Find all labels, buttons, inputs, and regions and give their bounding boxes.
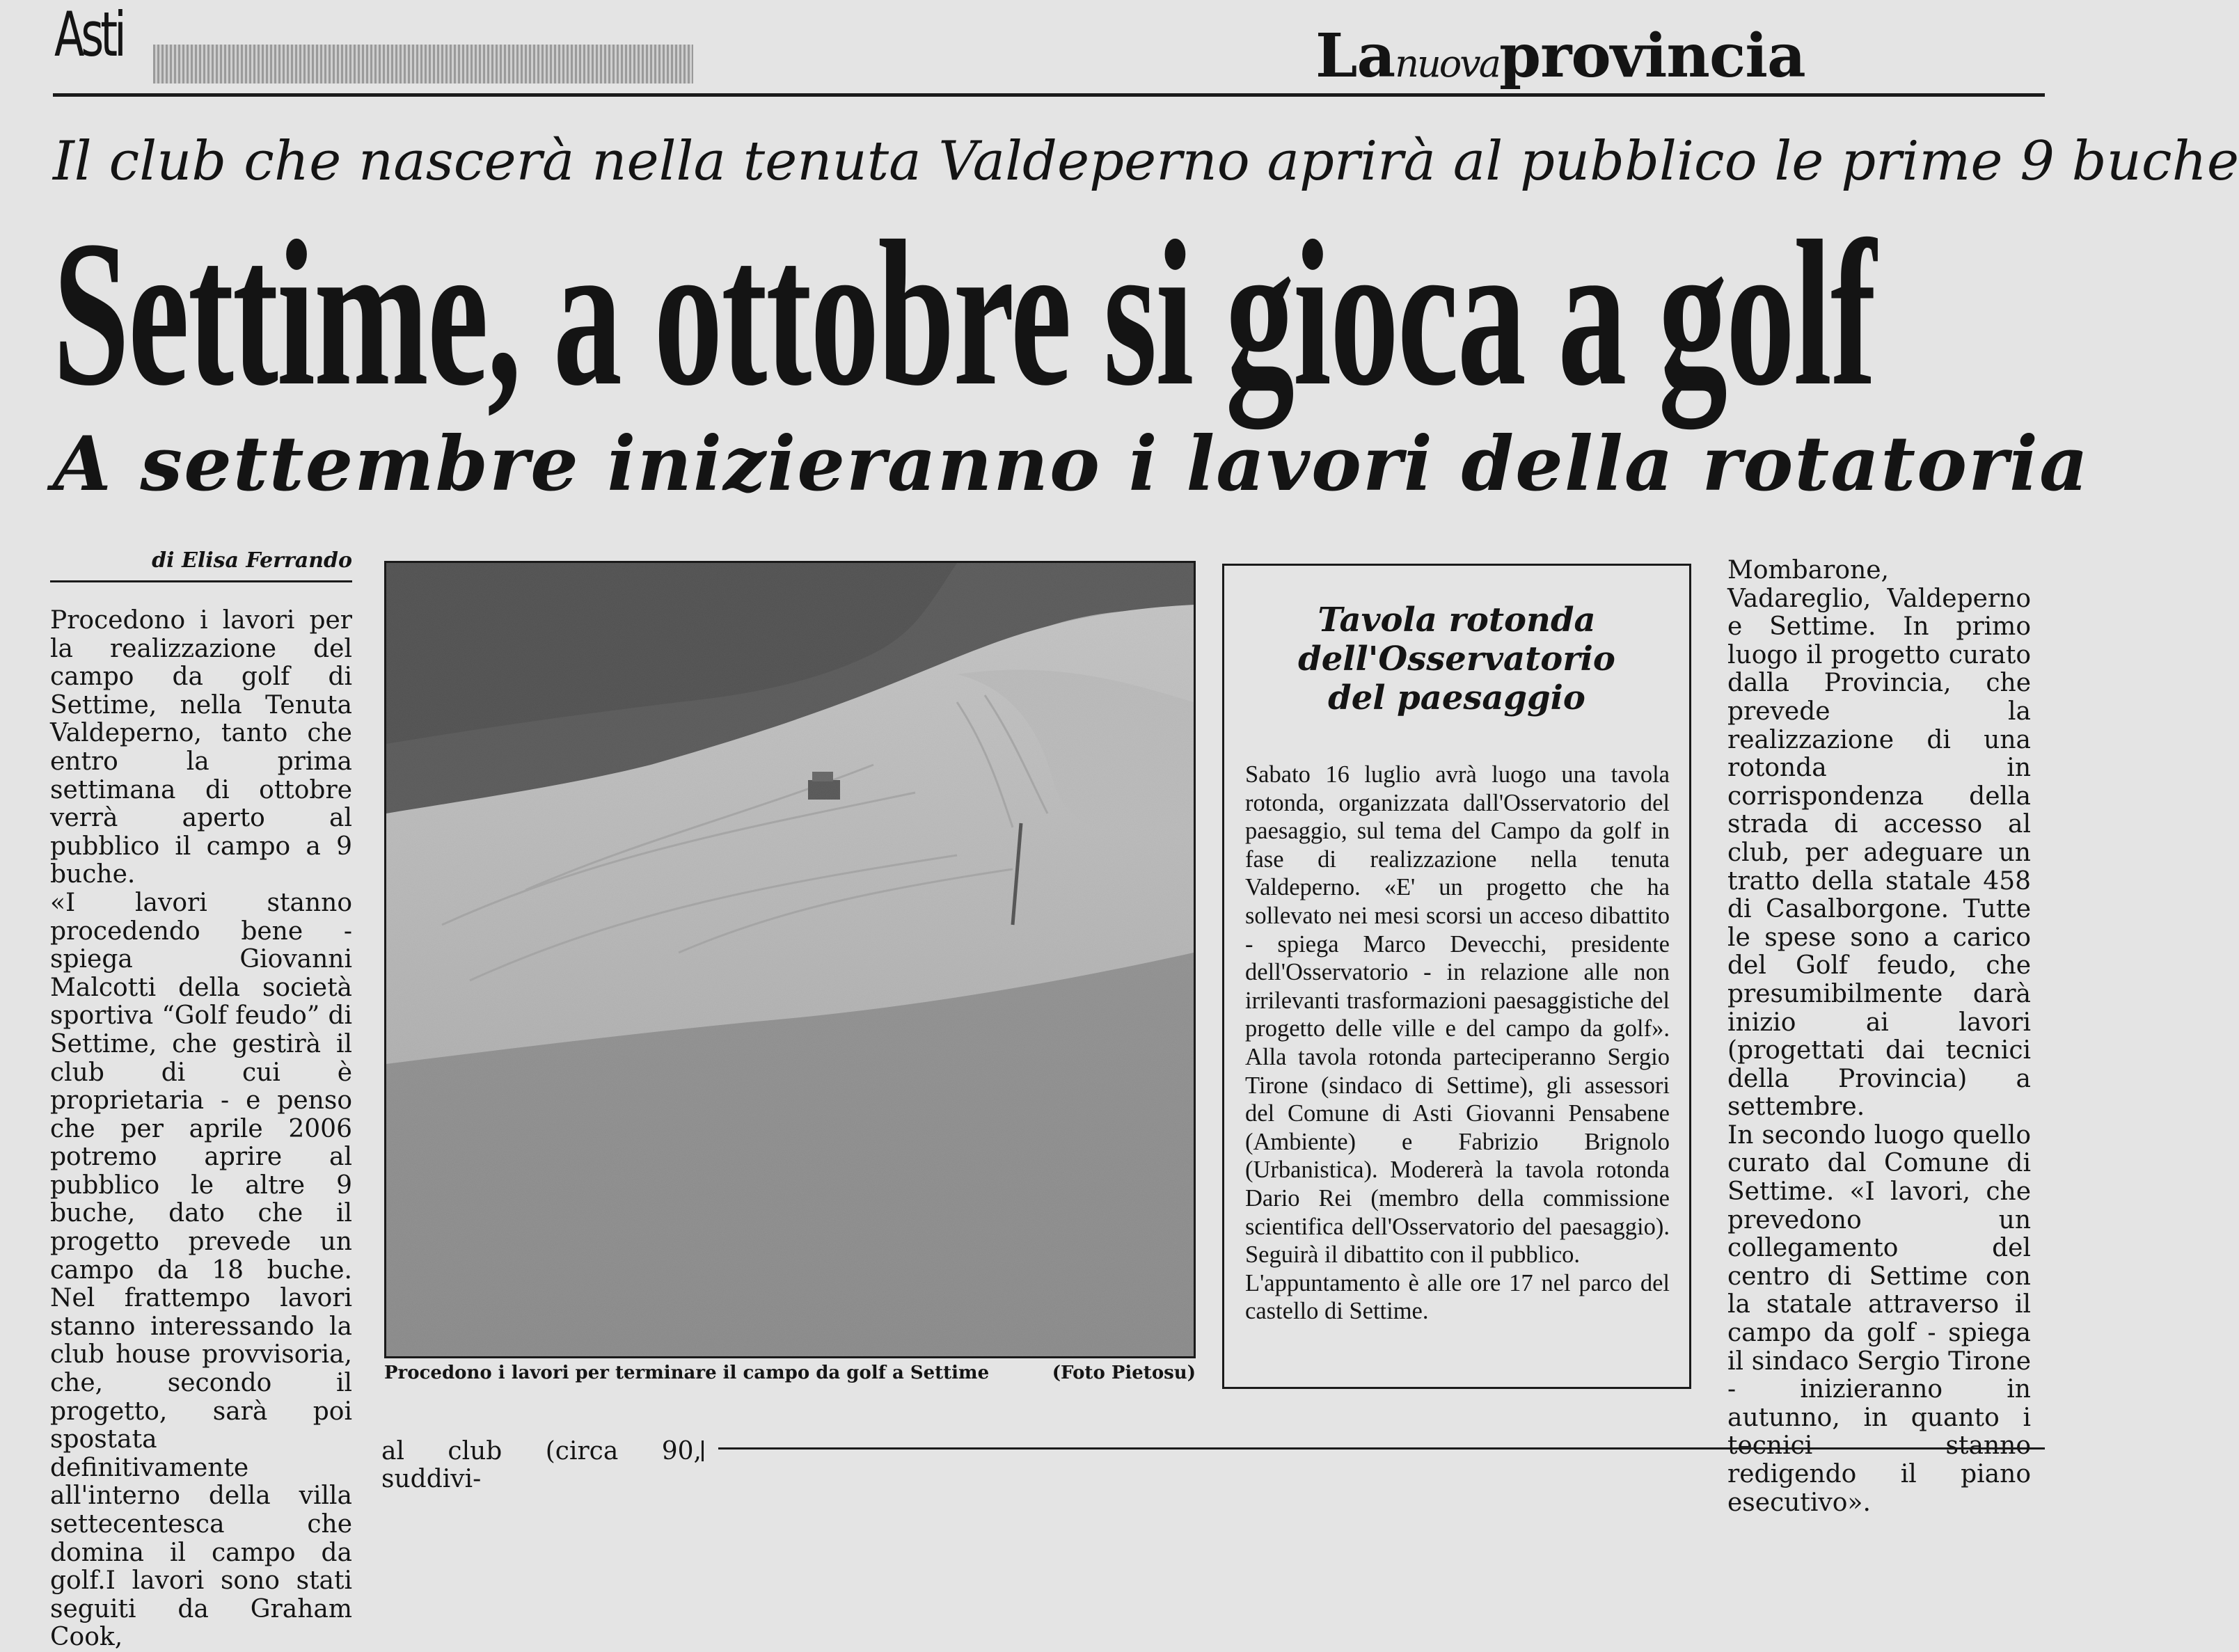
sidebar-box-body (1245, 761, 1670, 1326)
sidebar-box-title-line: dell'Osservatorio (1298, 640, 1615, 678)
header-rule (53, 93, 2045, 97)
masthead-logo (1315, 21, 1805, 91)
column-1-paragraph: «I lavori stanno procedendo bene - spiega Giovanni Malcotti della società sportiva “Golf feudo” di Settime, che gestirà il club di cui è proprietaria - e penso che per aprile 2006 potremo aprire al pubblico le altre 9 buche, dato che il progetto prevede un campo da 18 buche. Nel frattempo lavori stanno interessando la club house provvisoria, che, secondo il progetto, sarà poi spostata definitivamente all'interno della villa settecentesca che domina il campo da golf.I lavori sono stati seguiti da Graham Cook, (50, 888, 352, 1652)
byline-rule (50, 580, 352, 582)
column-1-paragraph: Procedono i lavori per la realizzazione del campo da golf di Settime, nella Tenuta Valdeperno, tanto che entro la prima settimana di ottobre verrà aperto al pubblico il campo a 9 buche. (50, 606, 352, 889)
photo-caption-line (384, 1363, 1196, 1384)
masthead-nuova: nuova (1395, 42, 1499, 86)
column-4-paragraph: In secondo luogo quello curato dal Comune di Settime. «I lavori, che prevedono un collegamento del centro di Settime con la statale attraverso il campo da golf - spiega il sindaco Sergio Tirone - inizieranno in autunno, in quanto i tecnici stanno redigendo il piano esecutivo». (1727, 1120, 2031, 1517)
section-name: Asti (54, 0, 123, 70)
header-bar (153, 45, 693, 84)
column-divider (702, 1440, 704, 1461)
article-kicker: Il club che nascerà nella tenuta Valdeperno aprirà al pubblico le prime 9 buche (53, 130, 2239, 193)
masthead-la: La (1315, 21, 1395, 91)
column-4 (1727, 556, 2031, 1517)
photo-credit: (Foto Pietosu) (1052, 1363, 1196, 1383)
golf-course-photo (384, 561, 1196, 1358)
masthead-provincia: provincia (1498, 21, 1805, 91)
sidebar-box-title-line: Tavola rotonda (1318, 601, 1596, 640)
sidebar-box-paragraph: L'appuntamento è alle ore 17 nel parco del castello di Settime. (1245, 1269, 1670, 1325)
golf-course-photo-image (386, 563, 1194, 1356)
sidebar-box (1222, 564, 1691, 1389)
column-2-continuation: al club (circa 90, suddivi- (381, 1437, 702, 1493)
sidebar-box-paragraph: Sabato 16 luglio avrà luogo una tavola rotonda, organizzata dall'Osservatorio del paesaggio, sul tema del Campo da golf in fase di realizzazione nella tenuta Valdeperno. «E' un progetto che ha sollevato nei mesi scorsi un acceso dibattito - spiega Marco Devecchi, presidente dell'Osservatorio - in relazione alle non irrilevanti trasformazioni paesaggistiche del progetto delle ville e del campo da golf». Alla tavola rotonda parteciperanno Sergio Tirone (sindaco di Settime), gli assessori del Comune di Asti Giovanni Pensabene (Ambiente) e Fabrizio Brignolo (Urbanistica). Modererà la tavola rotonda Dario Rei (membro della commissione scientifica dell'Osservatorio del paesaggio). Seguirà il dibattito con il pubblico. (1245, 761, 1670, 1269)
article-subhead: A settembre inizieranno i lavori della rotatoria (53, 420, 2090, 508)
sidebar-box-title-line: del paesaggio (1328, 678, 1585, 717)
column-4-paragraph: Mombarone, Vadareglio, Valdeperno e Settime. In primo luogo il progetto curato dalla Provincia, che prevede la realizzazione di una rotonda in corrispondenza della strada di accesso al club, per adeguare un tratto della statale 458 di Casalborgone. Tutte le spese sono a carico del Golf feudo, che presumibilmente darà inizio ai lavori (progettati dai tecnici della Provincia) a settembre. (1727, 556, 2031, 1122)
byline: di Elisa Ferrando (152, 548, 352, 573)
article-headline: Settime, a ottobre si gioca a golf (53, 198, 1875, 429)
photo-caption: Procedono i lavori per terminare il campo da golf a Settime (384, 1363, 990, 1383)
sidebar-box-title (1224, 601, 1689, 717)
column-1 (50, 606, 352, 1652)
